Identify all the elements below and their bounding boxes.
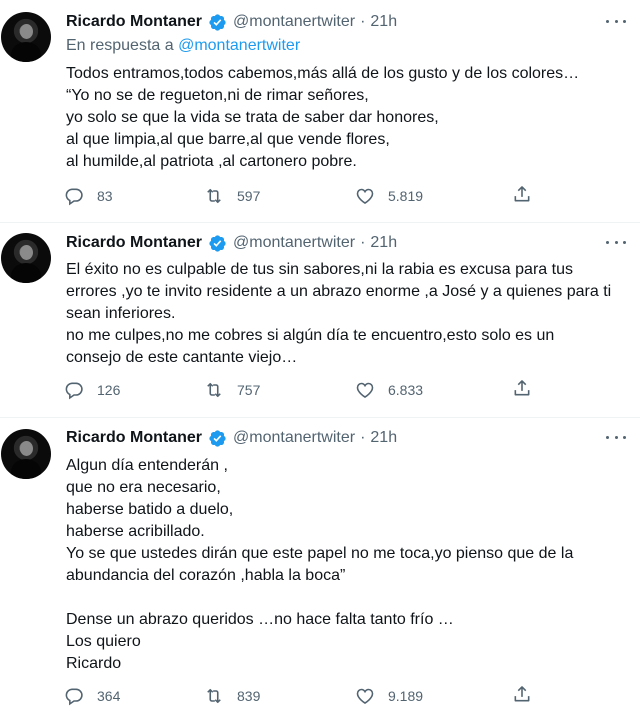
retweet-button[interactable] — [204, 378, 260, 402]
tweet-header — [66, 232, 397, 254]
tweet-line: no me culpes,no me cobres si algún día te encuentro,esto solo es un — [66, 327, 555, 344]
verified-badge-icon — [208, 234, 227, 253]
reply-icon — [64, 380, 84, 400]
like-count: 6.833 — [388, 382, 424, 398]
more-options-icon[interactable] — [606, 237, 626, 247]
tweet-line: haberse acribillado. — [66, 523, 205, 540]
tweet-line: al que limpia,al que barre,al que vende flores, — [66, 131, 390, 148]
tweet-actions — [64, 184, 544, 208]
tweet-line: que no era necesario, — [66, 479, 221, 496]
avatar[interactable] — [1, 429, 51, 479]
share-button[interactable] — [512, 684, 532, 709]
author-handle[interactable]: @montanertwiter — [233, 13, 356, 30]
retweet-icon — [204, 186, 224, 206]
author-name[interactable]: Ricardo Montaner — [66, 234, 203, 251]
retweet-icon — [204, 686, 224, 706]
reply-button[interactable] — [64, 184, 113, 208]
reply-icon — [64, 186, 84, 206]
avatar[interactable] — [1, 233, 51, 283]
tweet-line: Ricardo — [66, 655, 122, 672]
share-icon — [512, 684, 532, 704]
avatar[interactable] — [1, 12, 51, 62]
tweet-header — [66, 427, 397, 449]
reply-count: 364 — [97, 688, 121, 704]
tweet-line: Algun día entenderán , — [66, 457, 228, 474]
tweet-line: errores ,yo te invito residente a un abrazo enorme ,a José y a quienes para ti — [66, 283, 612, 300]
verified-badge-icon — [208, 429, 227, 448]
separator-dot: · — [360, 429, 366, 446]
like-button[interactable] — [355, 184, 423, 208]
author-name[interactable]: Ricardo Montaner — [66, 429, 203, 446]
tweet[interactable] — [0, 418, 640, 716]
tweet-line: haberse batido a duelo, — [66, 501, 234, 518]
retweet-button[interactable] — [204, 684, 260, 708]
more-options-icon[interactable] — [606, 16, 626, 26]
timestamp[interactable]: 21h — [370, 429, 398, 446]
share-icon — [512, 184, 532, 204]
tweet-line: consejo de este cantante viejo… — [66, 349, 298, 366]
more-options-icon[interactable] — [606, 432, 626, 442]
timestamp[interactable]: 21h — [370, 234, 398, 251]
tweet-text — [66, 259, 631, 369]
tweet-line: yo solo se que la vida se trata de saber dar honores, — [66, 109, 439, 126]
author-handle[interactable]: @montanertwiter — [233, 234, 356, 251]
reply-button[interactable] — [64, 378, 120, 402]
reply-context — [66, 37, 300, 55]
verified-badge-icon — [208, 13, 227, 32]
tweet-text — [66, 63, 631, 173]
like-icon — [355, 686, 375, 706]
tweet-line: al humilde,al patriota ,al cartonero pobre. — [66, 153, 357, 170]
tweet-actions — [64, 378, 544, 402]
like-count: 9.189 — [388, 688, 424, 704]
reply-mention-link[interactable]: @montanertwiter — [178, 37, 301, 54]
tweet-actions — [64, 684, 544, 708]
tweet-text — [66, 455, 631, 675]
reply-count: 126 — [97, 382, 121, 398]
retweet-button[interactable] — [204, 184, 260, 208]
timestamp[interactable]: 21h — [370, 13, 398, 30]
retweet-count: 839 — [237, 688, 261, 704]
retweet-count: 597 — [237, 188, 261, 204]
reply-icon — [64, 686, 84, 706]
tweet-line: El éxito no es culpable de tus sin sabores,ni la rabia es excusa para tus — [66, 261, 573, 278]
like-icon — [355, 380, 375, 400]
tweet[interactable] — [0, 0, 640, 222]
tweet-line: Todos entramos,todos cabemos,más allá de los gusto y de los colores… — [66, 65, 580, 82]
separator-dot: · — [360, 234, 366, 251]
reply-count: 83 — [97, 188, 113, 204]
like-icon — [355, 186, 375, 206]
tweet-line: Los quiero — [66, 633, 141, 650]
separator-dot: · — [360, 13, 366, 30]
tweet-line: “Yo no se de regueton,ni de rimar señores, — [66, 87, 369, 104]
tweet-line — [66, 587, 631, 609]
tweet-header — [66, 11, 397, 33]
reply-button[interactable] — [64, 684, 120, 708]
tweet-line: Dense un abrazo queridos …no hace falta tanto frío … — [66, 611, 454, 628]
tweet[interactable] — [0, 223, 640, 417]
share-button[interactable] — [512, 184, 532, 209]
author-handle[interactable]: @montanertwiter — [233, 429, 356, 446]
reply-context-label: En respuesta a — [66, 37, 174, 54]
retweet-count: 757 — [237, 382, 261, 398]
tweet-line: abundancia del corazón ,habla la boca” — [66, 567, 346, 584]
author-name[interactable]: Ricardo Montaner — [66, 13, 203, 30]
retweet-icon — [204, 380, 224, 400]
share-icon — [512, 378, 532, 398]
tweet-line: sean inferiores. — [66, 305, 176, 322]
like-button[interactable] — [355, 378, 423, 402]
tweet-line: Yo se que ustedes dirán que este papel no me toca,yo pienso que de la — [66, 545, 574, 562]
like-count: 5.819 — [388, 188, 424, 204]
like-button[interactable] — [355, 684, 423, 708]
share-button[interactable] — [512, 378, 532, 403]
